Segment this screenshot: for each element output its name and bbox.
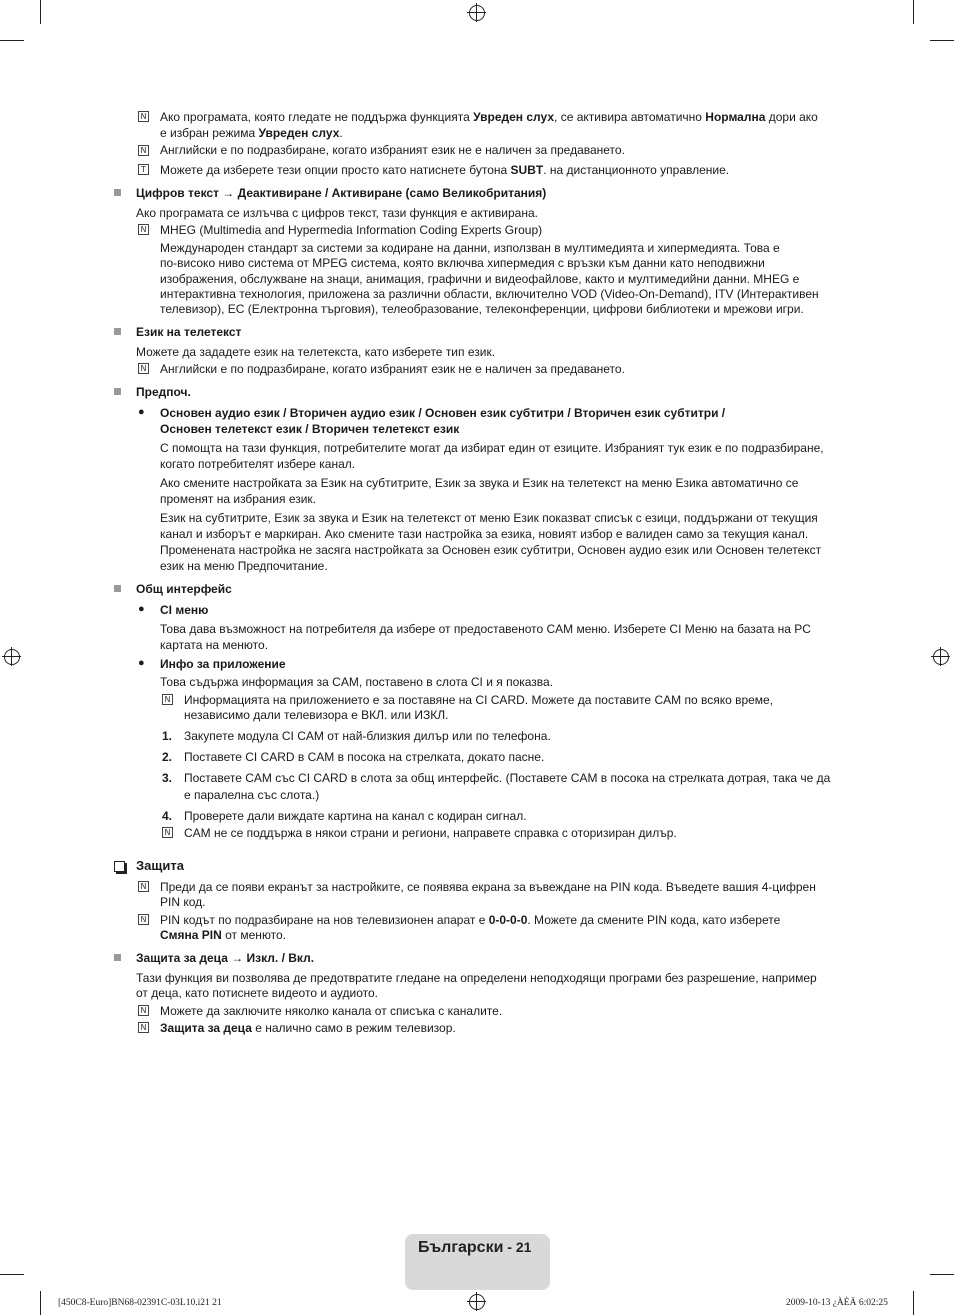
text-line: телевизор), EC (Електронна търговия), телеобразование, телеконференции, цифрови библиотеки и мрежови игри. [160, 302, 804, 316]
square-bullet [114, 388, 121, 395]
note-icon: N [162, 694, 173, 705]
crop-mark [913, 0, 914, 24]
text-line: променят на избрания език. [160, 492, 317, 506]
text-line: Можете да изберете тези опции просто като натиснете бутона SUBT. на дистанционното управление. [160, 163, 730, 177]
footer-right: 2009-10-13 ¿ÀÈÄ 6:02:25 [786, 1298, 888, 1308]
text-line: Това дава възможност на потребителя да избере от предоставеното CAM меню. Изберете CI Меню на базата на PC [160, 622, 811, 636]
text-line: Защита за деца е налично само в режим телевизор. [160, 1021, 456, 1035]
checkbox-bullet [114, 861, 125, 872]
crop-mark [913, 1291, 914, 1315]
square-bullet [114, 328, 121, 335]
page-language-label: Български - 21 [418, 1239, 532, 1256]
remote-icon: T [138, 164, 149, 175]
text-line: Смяна PIN от менюто. [160, 928, 287, 942]
text-line: Информацията на приложението е за поставяне на CI CARD. Можете да поставите CAM по всяко време, [184, 693, 774, 707]
note-icon: N [138, 111, 149, 122]
note-icon: N [138, 224, 149, 235]
text-line: картата на менюто. [160, 638, 269, 652]
text-line: Ако програмата се излъчва с цифров текст, тази функция е активирана. [136, 206, 538, 220]
page-number: 21 [515, 1239, 532, 1255]
step-number: 3. [162, 771, 173, 785]
note-icon: N [138, 363, 149, 374]
note-icon: N [138, 881, 149, 892]
registration-mark-icon [469, 1294, 485, 1310]
sub-heading: Основен аудио език / Вторичен аудио език / Основен език субтитри / Вторичен език субтитри / [160, 406, 726, 420]
text-line: е избран режима Увреден слух. [160, 126, 343, 140]
step-number: 4. [162, 809, 173, 823]
section-heading: Защита за деца → Изкл. / Вкл. [136, 951, 315, 965]
step-number: 1. [162, 729, 173, 743]
crop-mark [40, 0, 41, 24]
registration-mark-icon [933, 649, 949, 665]
text-line: Променената настройка не засяга настройката за Основен език субтитри, Основен аудио език или Основен телетекст [160, 543, 822, 557]
text-line: от деца, като потиснете видеото и аудиото. [136, 986, 378, 1000]
text-line: CAM не се поддържа в някои страни и региони, направете справка с оторизиран дилър. [184, 826, 677, 840]
text-line: Можете да зададете език на телетекста, като изберете тип език. [136, 345, 496, 359]
text-line: Можете да заключите няколко канала от списъка с каналите. [160, 1004, 503, 1018]
crop-mark [40, 1291, 41, 1315]
section-heading: Език на телетекст [136, 325, 242, 339]
sub-heading: CI меню [160, 603, 209, 617]
sub-heading: Инфо за приложение [160, 657, 286, 671]
text-line: Това съдържа информация за CAM, поставено в слота CI и я показва. [160, 675, 554, 689]
text-line: Закупете модула CI CAM от най-близкия дилър или по телефона. [184, 729, 551, 743]
dot-bullet: ● [138, 406, 145, 418]
crop-mark [930, 1274, 954, 1275]
square-bullet [114, 189, 121, 196]
text-line: Език на субтитрите, Език за звука и Език на телетекст от меню Език показват списък с езици, поддържани от текущия [160, 511, 818, 525]
dot-bullet: ● [138, 657, 145, 669]
crop-mark [0, 1274, 24, 1275]
text-line: изображения, обслужване на знаци, анимация, графични и видеофайлове, както и мултимедийни данни. MHEG е [160, 272, 800, 286]
registration-mark-icon [4, 649, 20, 665]
note-icon: N [162, 827, 173, 838]
text-line: MHEG (Multimedia and Hypermedia Information Coding Experts Group) [160, 223, 543, 237]
text-line: Преди да се появи екранът за настройките, се появява екрана за въвеждане на PIN кода. Въведете вашия 4-цифрен [160, 880, 816, 894]
text-line: Ако смените настройката за Език на субтитрите, Език за звука и Език на телетекст на меню Езика автоматично се [160, 476, 799, 490]
crop-mark [930, 40, 954, 41]
crop-mark [0, 40, 24, 41]
text-line: PIN кодът по подразбиране на нов телевизионен апарат е 0-0-0-0. Можете да смените PIN кода, като изберете [160, 913, 781, 927]
text-line: независимо дали телевизора е ВКЛ. или ИЗКЛ. [184, 708, 449, 722]
sub-heading: Основен телетекст език / Вторичен телетекст език [160, 422, 460, 436]
text-line: Проверете дали виждате картина на канал с кодиран сигнал. [184, 809, 527, 823]
text-line: Тази функция ви позволява де предотвратите гледане на определени неподходящи програми без разрешение, например [136, 971, 817, 985]
text-line: Английски е по подразбиране, когато избраният език не е наличен за предаването. [160, 362, 625, 376]
dot-bullet: ● [138, 603, 145, 615]
text-line: Английски е по подразбиране, когато избраният език не е наличен за предаването. [160, 143, 625, 157]
note-icon: N [138, 1005, 149, 1016]
text-line: е паралелна със слота.) [184, 788, 320, 802]
text-line: по-високо ниво система от MPEG система, която включва хипермедия с връзки към данни като неподвижни [160, 256, 765, 270]
registration-mark-icon [469, 5, 485, 21]
text-line: PIN код. [160, 895, 206, 909]
square-bullet [114, 954, 121, 961]
step-number: 2. [162, 750, 173, 764]
note-icon: N [138, 1022, 149, 1033]
text-line: С помощта на тази функция, потребителите могат да избират един от езиците. Избраният тук език е по подразбиране, [160, 441, 824, 455]
section-heading: Цифров текст → Деактивиране / Активиране (само Великобритания) [136, 186, 547, 200]
text-line: канал и изборът е маркиран. Ако смените тази настройка за езика, новият избор е валиден само за текущия канал. [160, 527, 809, 541]
text-line: Поставете CI CARD в CAM в посока на стрелката, докато пасне. [184, 750, 545, 764]
section-heading: Общ интерфейс [136, 582, 232, 596]
footer-left: [450C8-Euro]BN68-02391C-03L10.i21 21 [58, 1298, 222, 1308]
section-heading: Предпоч. [136, 385, 191, 399]
text-line: когато потребителят избере канал. [160, 457, 356, 471]
text-line: Поставете CAM със CI CARD в слота за общ интерфейс. (Поставете CAM в посока на стрелката дотрая, така че да [184, 771, 831, 785]
text-line: интерактивна технология, приложена за различни области, включително VOD (Video-On-Demand), ITV (Интерактивен [160, 287, 819, 301]
text-line: Международен стандарт за системи за кодиране на данни, използван в мултимедията и хипермедията. Това е [160, 241, 780, 255]
text-line: език на меню Предпочитание. [160, 559, 328, 573]
section-title: Защита [136, 858, 184, 873]
text-line: Ако програмата, която гледате не поддържа функцията Увреден слух, се активира автоматично Нормална дори ако [160, 110, 818, 124]
square-bullet [114, 585, 121, 592]
note-icon: N [138, 145, 149, 156]
note-icon: N [138, 914, 149, 925]
